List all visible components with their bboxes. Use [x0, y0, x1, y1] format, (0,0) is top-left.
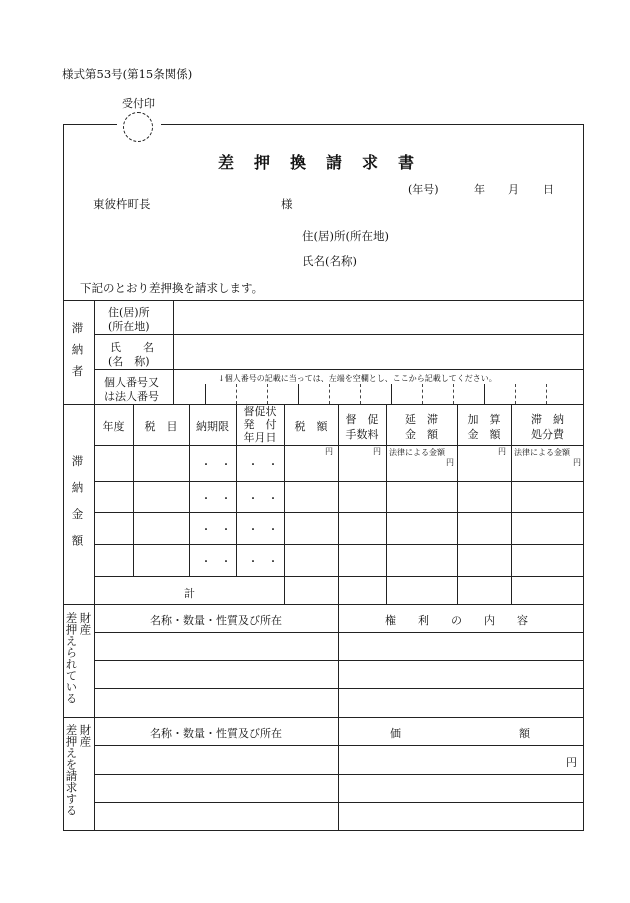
disposal-legal-amount: 法律による金額 [514, 448, 570, 457]
date-day-label: 日 [543, 183, 554, 196]
number-note: ↓個人番号の記載に当っては、左端を空欄とし、ここから記載してください。 [218, 374, 497, 383]
applicant-name-label: 氏名(名称) [302, 254, 357, 268]
honorific: 様 [281, 197, 293, 211]
digit-divider [484, 384, 485, 404]
taxpayer-name-label-2: (名 称) [108, 355, 150, 368]
request-text: 下記のとおり差押換を請求します。 [80, 281, 264, 295]
rule [94, 745, 584, 746]
digit-divider [453, 384, 454, 404]
header-year: 年度 [102, 420, 125, 433]
rule [94, 369, 584, 370]
seized-section-label-2: 差押えられている [64, 612, 79, 704]
total-label: 計 [184, 587, 195, 600]
requested-section-label-1: 財産 [78, 724, 93, 747]
notice-date-dots: ・ ・ [248, 557, 278, 568]
date-era-label: (年号) [408, 183, 439, 196]
stamp-label: 受付印 [122, 97, 155, 110]
applicant-address-label: 住(居)所(所在地) [302, 229, 389, 243]
header-added-2: 金 額 [467, 428, 501, 441]
header-added-1: 加 算 [467, 413, 501, 426]
rule [94, 774, 584, 775]
digit-divider [546, 384, 547, 404]
notice-date-dots: ・ ・ [248, 525, 278, 536]
requested-yen-unit: 円 [566, 756, 577, 769]
rule [63, 300, 584, 301]
rule [94, 300, 95, 831]
notice-date-dots: ・ ・ [248, 494, 278, 505]
digit-divider [515, 384, 516, 404]
header-late-1: 延 滞 [405, 413, 438, 426]
header-notice-1: 督促状 [243, 405, 277, 418]
rule [284, 404, 285, 604]
taxpayer-address-label-1: 住(居)所 [108, 306, 150, 319]
notice-date-dots: ・ ・ [248, 460, 278, 471]
taxpayer-name-label-1: 氏 名 [110, 341, 154, 354]
seized-section-label-1: 財産 [78, 612, 93, 635]
rule [173, 300, 174, 404]
taxpayer-number-label-2: は法人番号 [104, 390, 159, 403]
rule [63, 717, 584, 718]
digit-divider [267, 384, 268, 404]
due-date-dots: ・ ・ [201, 460, 231, 471]
header-amount: 税 額 [294, 420, 328, 433]
digit-divider [329, 384, 330, 404]
due-date-dots: ・ ・ [201, 525, 231, 536]
due-date-dots: ・ ・ [201, 494, 231, 505]
date-year-label: 年 [474, 183, 485, 196]
seized-col-name: 名称・数量・性質及び所在 [150, 614, 282, 627]
late-yen-unit: 円 [446, 458, 454, 467]
addressee: 東彼杵町長 [93, 197, 151, 211]
digit-divider [391, 384, 392, 404]
taxpayer-address-label-2: (所在地) [108, 320, 150, 333]
header-notice-2: 発 付 [243, 418, 277, 431]
header-disposal-1: 滞 納 [531, 413, 564, 426]
header-due-date: 納期限 [196, 420, 229, 433]
rule [63, 404, 584, 405]
seized-col-rights: 権 利 の 内 容 [385, 614, 528, 627]
rule [338, 717, 339, 831]
disposal-yen-unit: 円 [573, 458, 581, 467]
taxpayer-number-label-1: 個人番号又 [104, 376, 159, 389]
form-number: 様式第53号(第15条関係) [62, 67, 193, 81]
digit-divider [422, 384, 423, 404]
rule [94, 802, 584, 803]
digit-divider [236, 384, 237, 404]
digit-divider [360, 384, 361, 404]
requested-section-label-2: 差押えを請求する [64, 724, 79, 816]
digit-divider [205, 384, 206, 404]
header-late-2: 金 額 [405, 428, 438, 441]
rule [338, 604, 339, 717]
rule [94, 334, 584, 335]
rule [94, 632, 584, 633]
page-title: 差押換請求書 [218, 153, 435, 172]
amount-yen-unit: 円 [325, 447, 333, 456]
late-legal-amount: 法律による金額 [389, 448, 445, 457]
header-tax-item: 税 目 [144, 420, 178, 433]
requested-col-value-b: 額 [519, 727, 530, 740]
header-fee-1: 督 促 [345, 413, 379, 426]
delinquent-section-label: 滞納金額 [70, 455, 85, 561]
reception-stamp-area [123, 112, 153, 142]
requested-col-name: 名称・数量・性質及び所在 [150, 727, 282, 740]
rule [94, 660, 584, 661]
header-notice-3: 年月日 [243, 431, 277, 444]
added-yen-unit: 円 [498, 447, 506, 456]
taxpayer-section-label: 滞納者 [70, 322, 85, 387]
fee-yen-unit: 円 [373, 447, 381, 456]
rule [94, 688, 584, 689]
requested-col-value-a: 価 [390, 727, 401, 740]
due-date-dots: ・ ・ [201, 557, 231, 568]
header-fee-2: 手数料 [345, 428, 379, 441]
header-disposal-2: 処分費 [531, 428, 564, 441]
rule [63, 604, 584, 605]
digit-divider [298, 384, 299, 404]
date-month-label: 月 [508, 183, 519, 196]
